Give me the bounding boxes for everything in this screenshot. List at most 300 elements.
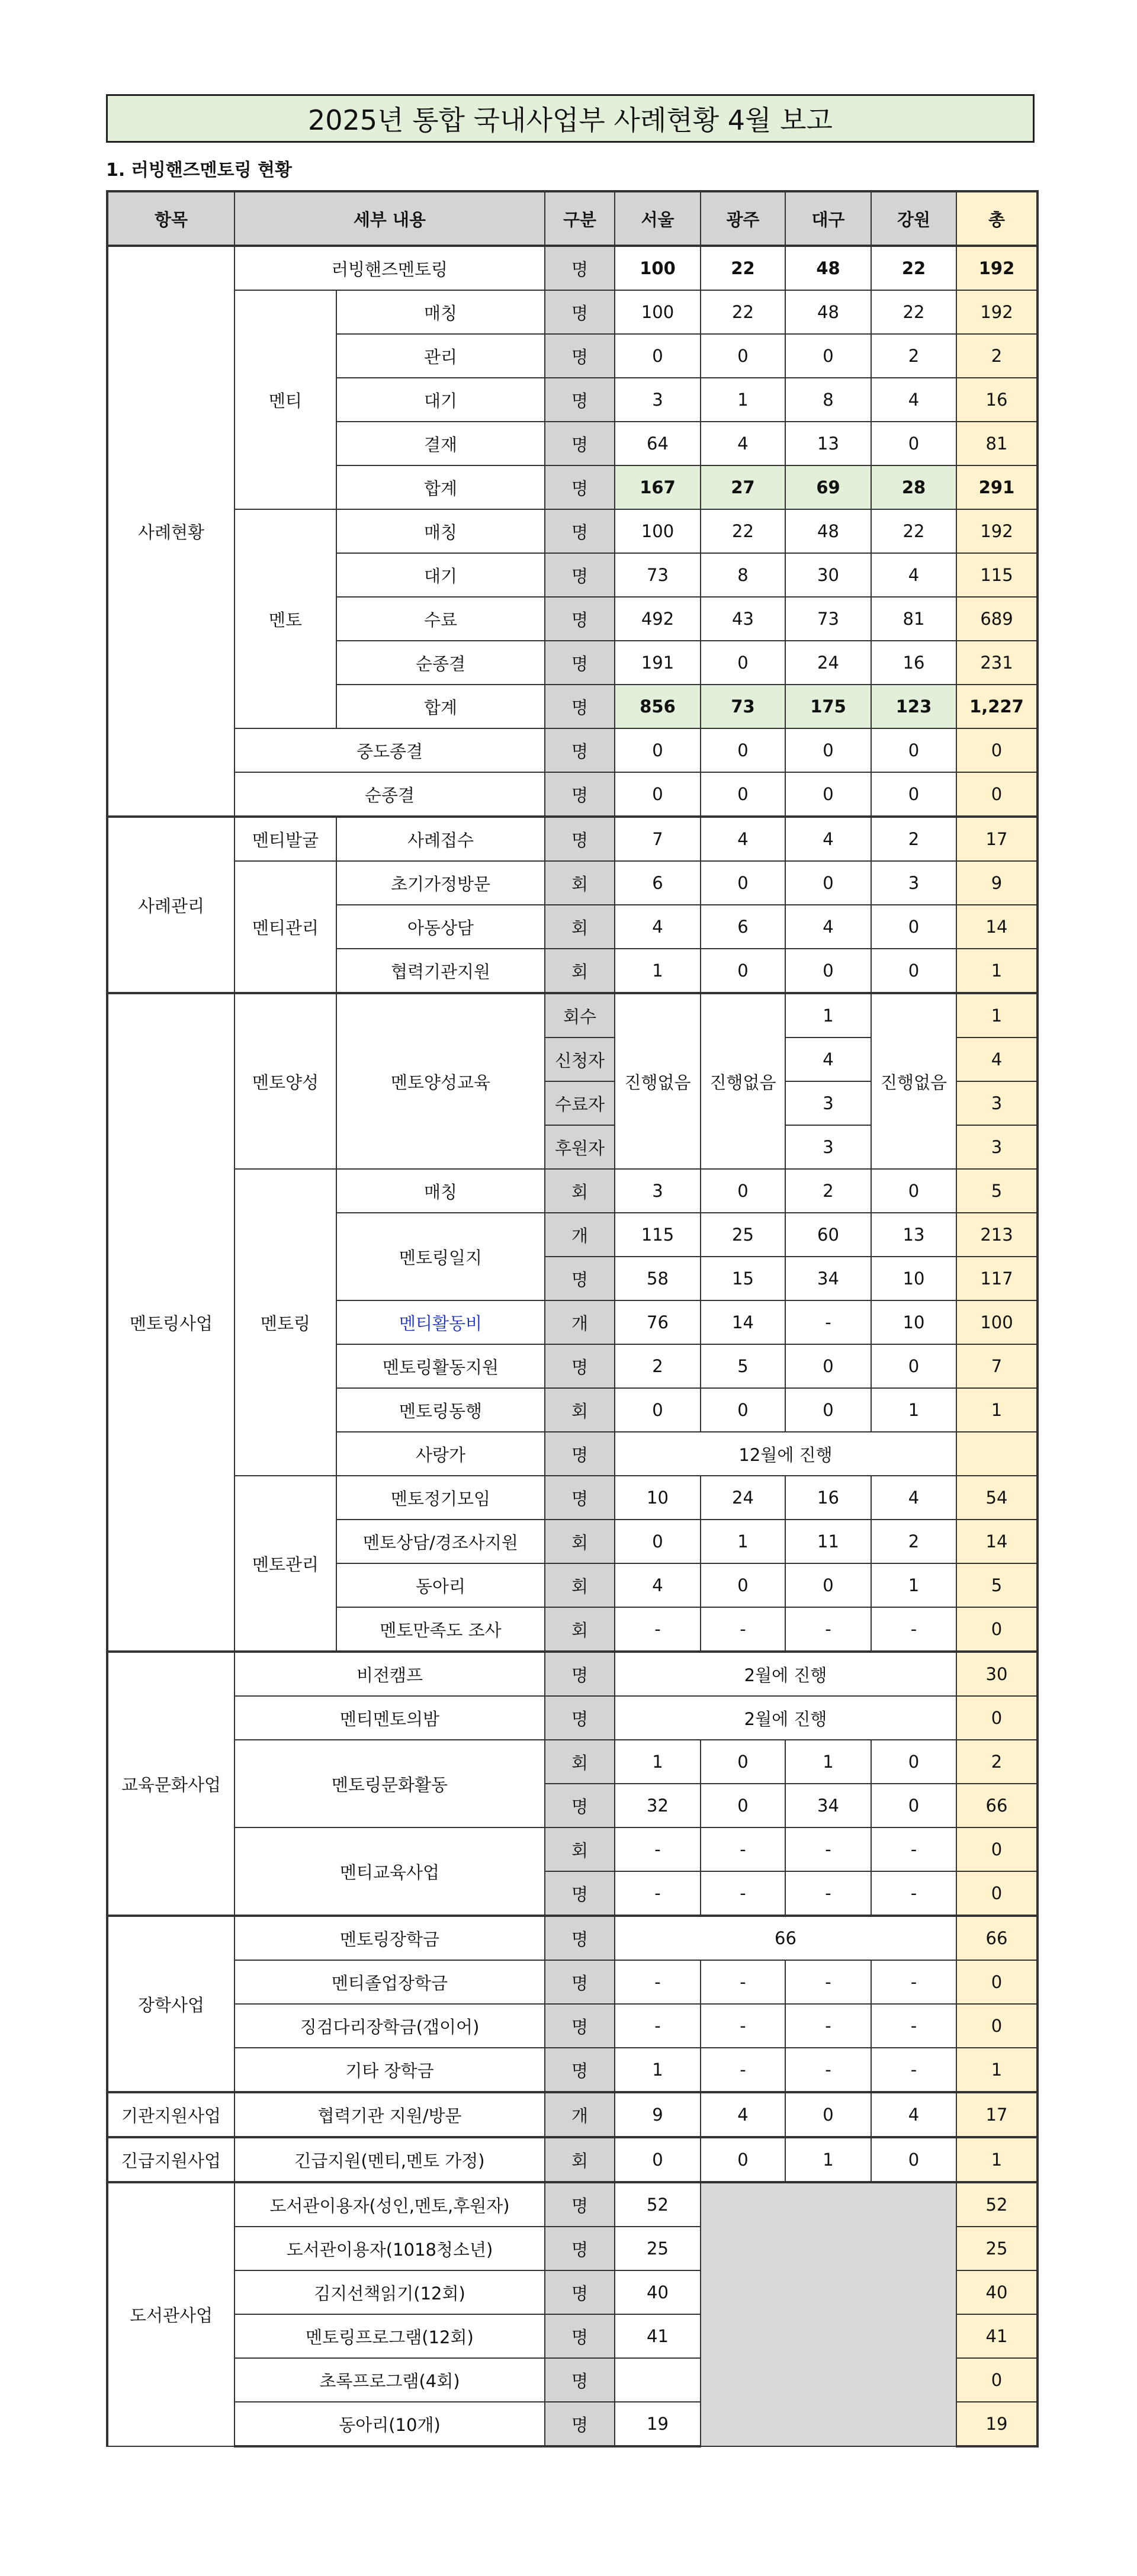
row-unit: 명 — [545, 246, 615, 290]
total-cell: 231 — [956, 641, 1038, 685]
total-cell: 66 — [956, 1784, 1038, 1827]
row-unit: 회 — [545, 949, 615, 993]
gwangju-cell: 22 — [701, 290, 785, 334]
row-label: 대기 — [336, 553, 545, 597]
total-cell: 689 — [956, 597, 1038, 641]
daegu-cell: 24 — [785, 641, 871, 685]
gwangju-cell: - — [701, 1827, 785, 1871]
row-unit: 명 — [545, 334, 615, 378]
total-cell: 115 — [956, 553, 1038, 597]
row-label: 수료 — [336, 597, 545, 641]
row-unit: 명 — [545, 772, 615, 817]
row-unit: 회 — [545, 2137, 615, 2182]
gangwon-cell: 0 — [871, 1344, 956, 1388]
row-label: 결재 — [336, 422, 545, 465]
table-row — [107, 861, 1038, 905]
merged-note: 2월에 진행 — [615, 1652, 956, 1696]
category-agency-support: 기관지원사업 — [107, 2092, 235, 2137]
seoul-cell: 19 — [615, 2402, 701, 2446]
table-row — [107, 1696, 1038, 1740]
row-unit: 명 — [545, 2358, 615, 2402]
seoul-cell: - — [615, 1871, 701, 1916]
gangwon-cell: 10 — [871, 1257, 956, 1300]
section-title: 1. 러빙핸즈멘토링 현황 — [106, 160, 292, 181]
seoul-cell: 25 — [615, 2227, 701, 2270]
seoul-cell: 1 — [615, 949, 701, 993]
seoul-cell: 1 — [615, 1740, 701, 1784]
header-gwangju: 광주 — [701, 191, 785, 246]
gwangju-cell: 0 — [701, 1388, 785, 1432]
daegu-cell: 73 — [785, 597, 871, 641]
gwangju-cell: 0 — [701, 728, 785, 772]
seoul-cell: 10 — [615, 1476, 701, 1520]
row-label: 동아리 — [336, 1563, 545, 1607]
row-unit: 명 — [545, 2314, 615, 2358]
row-unit: 명 — [545, 465, 615, 509]
total-cell: 1 — [956, 949, 1038, 993]
gwangju-cell: 25 — [701, 1213, 785, 1257]
daegu-cell: 11 — [785, 1520, 871, 1563]
row-unit: 수료자 — [545, 1081, 615, 1125]
gwangju-cell: 73 — [701, 685, 785, 728]
seoul-cell: 191 — [615, 641, 701, 685]
seoul-cell: 6 — [615, 861, 701, 905]
row-label: 매칭 — [336, 290, 545, 334]
table-row — [107, 1740, 1038, 1784]
row-unit: 신청자 — [545, 1038, 615, 1081]
gangwon-cell: - — [871, 1960, 956, 2004]
gangwon-cell: 0 — [871, 1784, 956, 1827]
row-label: 멘토링장학금 — [235, 1916, 545, 1960]
row-unit: 명 — [545, 1257, 615, 1300]
header-row — [107, 191, 1038, 246]
total-cell: 7 — [956, 1344, 1038, 1388]
row-unit: 명 — [545, 817, 615, 861]
table-row — [107, 1916, 1038, 1960]
subcategory-mentor-training: 멘토양성 — [235, 993, 336, 1169]
row-label: 멘토상담/경조사지원 — [336, 1520, 545, 1563]
total-cell: 30 — [956, 1652, 1038, 1696]
row-label: 멘토링활동지원 — [336, 1344, 545, 1388]
total-cell: 1 — [956, 2137, 1038, 2182]
total-cell: 1 — [956, 993, 1038, 1038]
total-cell: 3 — [956, 1081, 1038, 1125]
seoul-cell: 58 — [615, 1257, 701, 1300]
total-cell: 17 — [956, 2092, 1038, 2137]
row-unit: 명 — [545, 2182, 615, 2227]
total-cell: 14 — [956, 905, 1038, 949]
table-row — [107, 1476, 1038, 1520]
total-cell: 0 — [956, 1871, 1038, 1916]
seoul-cell — [615, 2358, 701, 2402]
table-row — [107, 1652, 1038, 1696]
row-unit: 명 — [545, 1476, 615, 1520]
row-unit: 명 — [545, 1871, 615, 1916]
seoul-cell: 7 — [615, 817, 701, 861]
total-cell: 5 — [956, 1169, 1038, 1213]
header-seoul: 서울 — [615, 191, 701, 246]
gwangju-cell: 0 — [701, 1169, 785, 1213]
daegu-cell: 0 — [785, 1563, 871, 1607]
row-unit: 개 — [545, 2092, 615, 2137]
daegu-cell: - — [785, 1827, 871, 1871]
category-emergency-support: 긴급지원사업 — [107, 2137, 235, 2182]
row-unit: 개 — [545, 1213, 615, 1257]
daegu-cell: 1 — [785, 993, 871, 1038]
gangwon-cell: 0 — [871, 949, 956, 993]
total-cell: 100 — [956, 1300, 1038, 1344]
gangwon-cell: 22 — [871, 246, 956, 290]
row-unit: 명 — [545, 553, 615, 597]
row-label: 도서관이용자(성인,멘토,후원자) — [235, 2182, 545, 2227]
total-cell: 117 — [956, 1257, 1038, 1300]
row-unit: 회 — [545, 1607, 615, 1652]
row-unit: 명 — [545, 685, 615, 728]
seoul-cell: 0 — [615, 1520, 701, 1563]
gwangju-cell: 0 — [701, 334, 785, 378]
daegu-cell: 4 — [785, 905, 871, 949]
total-cell: 291 — [956, 465, 1038, 509]
status-table — [106, 190, 1039, 2447]
daegu-cell: 1 — [785, 1740, 871, 1784]
seoul-cell: 3 — [615, 1169, 701, 1213]
row-unit: 명 — [545, 1652, 615, 1696]
gangwon-cell: - — [871, 2004, 956, 2048]
gangwon-cell: 0 — [871, 2137, 956, 2182]
gangwon-cell: 0 — [871, 728, 956, 772]
row-label: 비전캠프 — [235, 1652, 545, 1696]
total-cell: 0 — [956, 1607, 1038, 1652]
gwangju-cell: - — [701, 2004, 785, 2048]
daegu-cell: 4 — [785, 817, 871, 861]
seoul-cell: 856 — [615, 685, 701, 728]
table-row — [107, 993, 1038, 1038]
total-cell: 52 — [956, 2182, 1038, 2227]
row-label: 멘토링일지 — [336, 1213, 545, 1300]
daegu-cell: 3 — [785, 1081, 871, 1125]
seoul-cell: 100 — [615, 246, 701, 290]
total-cell: 0 — [956, 2358, 1038, 2402]
category-case-mgmt: 사례관리 — [107, 817, 235, 993]
header-daegu: 대구 — [785, 191, 871, 246]
subcategory-mentor-mgmt: 멘토관리 — [235, 1476, 336, 1652]
table-row — [107, 2048, 1038, 2092]
gangwon-cell: - — [871, 1871, 956, 1916]
header-total: 총 — [956, 191, 1038, 246]
seoul-cell: 76 — [615, 1300, 701, 1344]
total-cell: 0 — [956, 1827, 1038, 1871]
table-row — [107, 2004, 1038, 2048]
seoul-cell: 0 — [615, 2137, 701, 2182]
daegu-cell: - — [785, 2048, 871, 2092]
gangwon-cell: 0 — [871, 1740, 956, 1784]
gangwon-cell: 22 — [871, 290, 956, 334]
row-label: 멘티교육사업 — [235, 1827, 545, 1916]
seoul-cell: 1 — [615, 2048, 701, 2092]
total-cell: 3 — [956, 1125, 1038, 1169]
gwangju-cell: 22 — [701, 509, 785, 553]
row-unit: 명 — [545, 1696, 615, 1740]
gwangju-cell: 8 — [701, 553, 785, 597]
daegu-cell: 48 — [785, 290, 871, 334]
total-cell: 4 — [956, 1038, 1038, 1081]
total-cell: 0 — [956, 1696, 1038, 1740]
row-label: 멘티멘토의밤 — [235, 1696, 545, 1740]
total-cell: 213 — [956, 1213, 1038, 1257]
row-unit: 명 — [545, 2048, 615, 2092]
total-cell: 1 — [956, 1388, 1038, 1432]
gangwon-cell: 28 — [871, 465, 956, 509]
row-unit: 명 — [545, 641, 615, 685]
daegu-cell: 8 — [785, 378, 871, 422]
daegu-cell: - — [785, 2004, 871, 2048]
row-unit: 명 — [545, 422, 615, 465]
seoul-cell: - — [615, 1607, 701, 1652]
row-label: 매칭 — [336, 509, 545, 553]
gangwon-cell: 1 — [871, 1563, 956, 1607]
gwangju-cell: 22 — [701, 246, 785, 290]
header-item: 항목 — [107, 191, 235, 246]
row-label: 협력기관지원 — [336, 949, 545, 993]
row-unit: 명 — [545, 1916, 615, 1960]
row-label: 사랑가 — [336, 1432, 545, 1476]
gangwon-cell: 0 — [871, 772, 956, 817]
gwangju-cell: 4 — [701, 422, 785, 465]
total-cell: 0 — [956, 728, 1038, 772]
total-cell — [956, 1432, 1038, 1476]
seoul-cell: 100 — [615, 290, 701, 334]
row-label: 순종결 — [336, 641, 545, 685]
daegu-cell: 0 — [785, 1344, 871, 1388]
row-label: 아동상담 — [336, 905, 545, 949]
gwangju-cell: 0 — [701, 1563, 785, 1607]
total-cell: 2 — [956, 1740, 1038, 1784]
seoul-cell: 4 — [615, 1563, 701, 1607]
gwangju-cell: 0 — [701, 1784, 785, 1827]
seoul-cell: 100 — [615, 509, 701, 553]
total-cell: 14 — [956, 1520, 1038, 1563]
row-unit: 회수 — [545, 993, 615, 1038]
total-cell: 16 — [956, 378, 1038, 422]
table-row — [107, 290, 1038, 334]
total-cell: 40 — [956, 2270, 1038, 2314]
gangwon-cell: - — [871, 1607, 956, 1652]
seoul-cell: 0 — [615, 334, 701, 378]
gwangju-cell: 4 — [701, 2092, 785, 2137]
gangwon-cell: 0 — [871, 422, 956, 465]
row-label: 합계 — [336, 685, 545, 728]
total-cell: 192 — [956, 246, 1038, 290]
total-cell: 5 — [956, 1563, 1038, 1607]
seoul-cell: - — [615, 1827, 701, 1871]
row-label: 멘토정기모임 — [336, 1476, 545, 1520]
row-label: 멘티졸업장학금 — [235, 1960, 545, 2004]
seoul-cell: 4 — [615, 905, 701, 949]
row-unit: 회 — [545, 1563, 615, 1607]
row-label: 긴급지원(멘티,멘토 가정) — [235, 2137, 545, 2182]
gangwon-cell: 81 — [871, 597, 956, 641]
row-unit: 명 — [545, 2270, 615, 2314]
seoul-cell: 167 — [615, 465, 701, 509]
row-label: 초록프로그램(4회) — [235, 2358, 545, 2402]
row-label: 사례접수 — [336, 817, 545, 861]
row-unit: 회 — [545, 1520, 615, 1563]
gangwon-cell: - — [871, 1827, 956, 1871]
row-unit: 명 — [545, 2402, 615, 2446]
gangwon-cell: 1 — [871, 1388, 956, 1432]
seoul-cell: 73 — [615, 553, 701, 597]
row-unit: 개 — [545, 1300, 615, 1344]
daegu-cell: 30 — [785, 553, 871, 597]
gangwon-cell: 2 — [871, 334, 956, 378]
daegu-cell: 69 — [785, 465, 871, 509]
gwangju-cell: 1 — [701, 1520, 785, 1563]
table-row — [107, 728, 1038, 772]
seoul-cell: 2 — [615, 1344, 701, 1388]
total-cell: 192 — [956, 290, 1038, 334]
gangwon-cell: 2 — [871, 1520, 956, 1563]
row-label: 멘토링동행 — [336, 1388, 545, 1432]
header-gangwon: 강원 — [871, 191, 956, 246]
category-mentoring-biz: 멘토링사업 — [107, 993, 235, 1652]
total-cell: 81 — [956, 422, 1038, 465]
gwangju-not-conducted: 진행없음 — [701, 993, 785, 1169]
category-library: 도서관사업 — [107, 2182, 235, 2446]
gangwon-cell: 4 — [871, 2092, 956, 2137]
gangwon-cell: 2 — [871, 817, 956, 861]
gwangju-cell: - — [701, 1960, 785, 2004]
daegu-cell: - — [785, 1607, 871, 1652]
seoul-cell: 115 — [615, 1213, 701, 1257]
table-row — [107, 2137, 1038, 2182]
gwangju-cell: 43 — [701, 597, 785, 641]
daegu-cell: 4 — [785, 1038, 871, 1081]
row-label: 관리 — [336, 334, 545, 378]
daegu-cell: 34 — [785, 1784, 871, 1827]
gwangju-cell: 1 — [701, 378, 785, 422]
daegu-cell: 0 — [785, 334, 871, 378]
gwangju-cell: 4 — [701, 817, 785, 861]
seoul-cell: - — [615, 1960, 701, 2004]
row-label: 러빙핸즈멘토링 — [235, 246, 545, 290]
seoul-not-conducted: 진행없음 — [615, 993, 701, 1169]
seoul-cell: 3 — [615, 378, 701, 422]
gangwon-cell: 0 — [871, 905, 956, 949]
category-case-status: 사례현황 — [107, 246, 235, 817]
row-unit: 명 — [545, 1784, 615, 1827]
row-unit: 명 — [545, 1960, 615, 2004]
total-cell: 1 — [956, 2048, 1038, 2092]
gangwon-cell: 16 — [871, 641, 956, 685]
header-unit: 구분 — [545, 191, 615, 246]
row-label: 멘토양성교육 — [336, 993, 545, 1169]
row-label: 중도종결 — [235, 728, 545, 772]
gwangju-cell: 15 — [701, 1257, 785, 1300]
row-label: 김지선책읽기(12회) — [235, 2270, 545, 2314]
daegu-cell: 13 — [785, 422, 871, 465]
gwangju-cell: 6 — [701, 905, 785, 949]
total-cell: 41 — [956, 2314, 1038, 2358]
seoul-cell: 0 — [615, 772, 701, 817]
seoul-cell: 0 — [615, 1388, 701, 1432]
gwangju-cell: 0 — [701, 1740, 785, 1784]
gangwon-not-conducted: 진행없음 — [871, 993, 956, 1169]
row-unit: 명 — [545, 728, 615, 772]
shaded-block — [701, 2182, 956, 2446]
total-cell: 1,227 — [956, 685, 1038, 728]
gwangju-cell: 27 — [701, 465, 785, 509]
merged-note: 2월에 진행 — [615, 1696, 956, 1740]
gangwon-cell: - — [871, 2048, 956, 2092]
subcategory-mentee-discover: 멘티발굴 — [235, 817, 336, 861]
table-row — [107, 509, 1038, 553]
daegu-cell: 0 — [785, 1388, 871, 1432]
report-title: 2025년 통합 국내사업부 사례현황 4월 보고 — [106, 94, 1035, 143]
daegu-cell: - — [785, 1871, 871, 1916]
row-label: 합계 — [336, 465, 545, 509]
seoul-cell: 492 — [615, 597, 701, 641]
row-unit: 명 — [545, 290, 615, 334]
gangwon-cell: 4 — [871, 553, 956, 597]
gangwon-cell: 4 — [871, 1476, 956, 1520]
gangwon-cell: 22 — [871, 509, 956, 553]
table-row — [107, 1960, 1038, 2004]
total-cell: 25 — [956, 2227, 1038, 2270]
daegu-cell: 0 — [785, 2092, 871, 2137]
gwangju-cell: 0 — [701, 861, 785, 905]
row-unit: 회 — [545, 1740, 615, 1784]
gangwon-cell: 10 — [871, 1300, 956, 1344]
table-row — [107, 246, 1038, 290]
gangwon-cell: 3 — [871, 861, 956, 905]
total-cell: 19 — [956, 2402, 1038, 2446]
row-unit: 회 — [545, 1827, 615, 1871]
row-unit: 명 — [545, 378, 615, 422]
seoul-cell: 41 — [615, 2314, 701, 2358]
subcategory-mentee: 멘티 — [235, 290, 336, 509]
table-row — [107, 817, 1038, 861]
daegu-cell: 16 — [785, 1476, 871, 1520]
total-cell: 192 — [956, 509, 1038, 553]
daegu-cell: 1 — [785, 2137, 871, 2182]
table-row — [107, 1827, 1038, 1871]
total-cell: 9 — [956, 861, 1038, 905]
daegu-cell: 48 — [785, 246, 871, 290]
gwangju-cell: 14 — [701, 1300, 785, 1344]
gwangju-cell: 24 — [701, 1476, 785, 1520]
daegu-cell: 60 — [785, 1213, 871, 1257]
header-detail: 세부 내용 — [235, 191, 545, 246]
seoul-cell: - — [615, 2004, 701, 2048]
total-cell: 0 — [956, 1960, 1038, 2004]
table-row — [107, 2092, 1038, 2137]
merged-value: 66 — [615, 1916, 956, 1960]
row-label: 순종결 — [235, 772, 545, 817]
category-edu-culture: 교육문화사업 — [107, 1652, 235, 1916]
subcategory-mentoring: 멘토링 — [235, 1169, 336, 1476]
total-cell: 0 — [956, 2004, 1038, 2048]
daegu-cell: 2 — [785, 1169, 871, 1213]
seoul-cell: 9 — [615, 2092, 701, 2137]
gangwon-cell: 123 — [871, 685, 956, 728]
row-unit: 회 — [545, 905, 615, 949]
gangwon-cell: 13 — [871, 1213, 956, 1257]
gangwon-cell: 4 — [871, 378, 956, 422]
row-unit: 명 — [545, 2227, 615, 2270]
gwangju-cell: - — [701, 1607, 785, 1652]
total-cell: 54 — [956, 1476, 1038, 1520]
seoul-cell: 0 — [615, 728, 701, 772]
